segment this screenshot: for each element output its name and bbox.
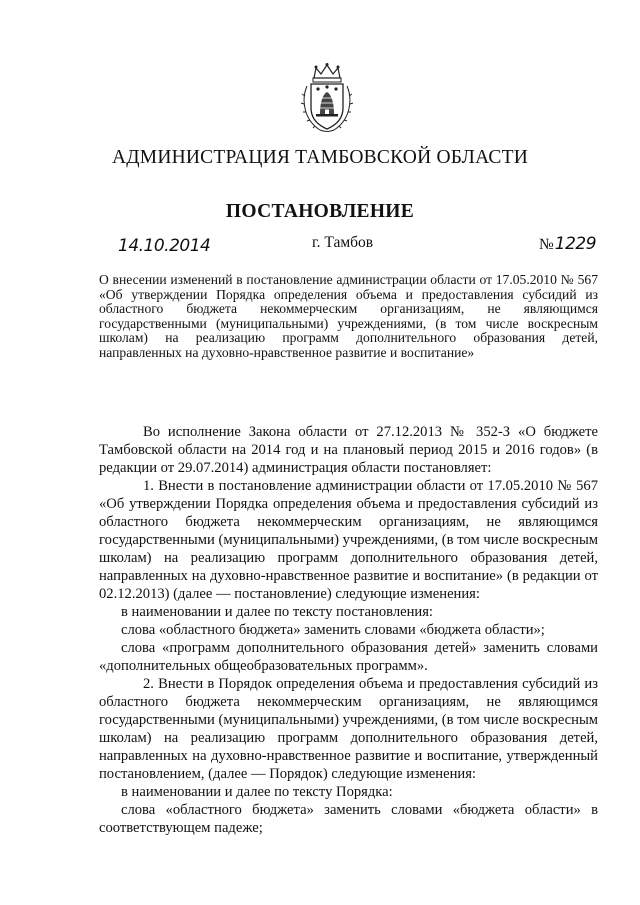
paragraph-sub: слова «программ дополнительного образования детей» заменить словами «дополнительных общеобразовательных программ». [99,640,598,674]
number-value: 1229 [554,234,597,254]
paragraph-item-2: 2. Внести в Порядок определения объема и предоставления субсидий из областного бюджета некоммерческим организациям, не являющимся государственными (муниципальными) учреждениями, (в том числе воскресным школам) на реализацию программ дополнительного образования детей, направленных на духовно-нравственное развитие и воспитание, утвержденный постановлением, (далее — Порядок) следующие изменения: [99,676,598,782]
document-number [539,234,596,254]
paragraph-sub: в наименовании и далее по тексту постановления: [121,604,433,620]
document-subject: О внесении изменений в постановление администрации области от 17.05.2010 № 567 «Об утверждении Порядка определения объема и предоставления субсидий из областного бюджета некоммерческим организациям, не являющимся государственными (муниципальными) учреждениями, (в том числе воскресным школам) на реализацию программ дополнительного образования детей, направленных на духовно-нравственное развитие и воспитание» [99,272,598,360]
organization-title: АДМИНИСТРАЦИЯ ТАМБОВСКОЙ ОБЛАСТИ [112,147,528,168]
tambov-coat-of-arms-icon [296,62,358,134]
paragraph-sub: слова «областного бюджета» заменить словами «бюджета области» в соответствующем падеже; [99,802,598,836]
number-sign: № [539,236,554,253]
document-type-heading: ПОСТАНОВЛЕНИЕ [225,201,415,222]
paragraph-preamble: Во исполнение Закона области от 27.12.2013 № 352-З «О бюджете Тамбовской области на 2014 год и на плановый период 2015 и 2016 годов» (в редакции от 29.07.2014) администрация области постановляет: [99,424,598,476]
document-body [99,423,598,837]
document-date: 14.10.2014 [118,236,211,256]
paragraph-sub: в наименовании и далее по тексту Порядка: [121,784,393,800]
paragraph-sub: слова «областного бюджета» заменить словами «бюджета области»; [121,622,545,638]
paragraph-item-1: 1. Внести в постановление администрации области от 17.05.2010 № 567 «Об утверждении Порядка определения объема и предоставления субсидий из областного бюджета некоммерческим организациям, не являющимся государственными (муниципальными) учреждениями, (в том числе воскресным школам) на реализацию программ дополнительного образования детей, направленных на духовно-нравственное развитие и воспитание» (в редакции от 02.12.2013) (далее — постановление) следующие изменения: [99,478,598,602]
city-label: г. Тамбов [312,234,374,251]
